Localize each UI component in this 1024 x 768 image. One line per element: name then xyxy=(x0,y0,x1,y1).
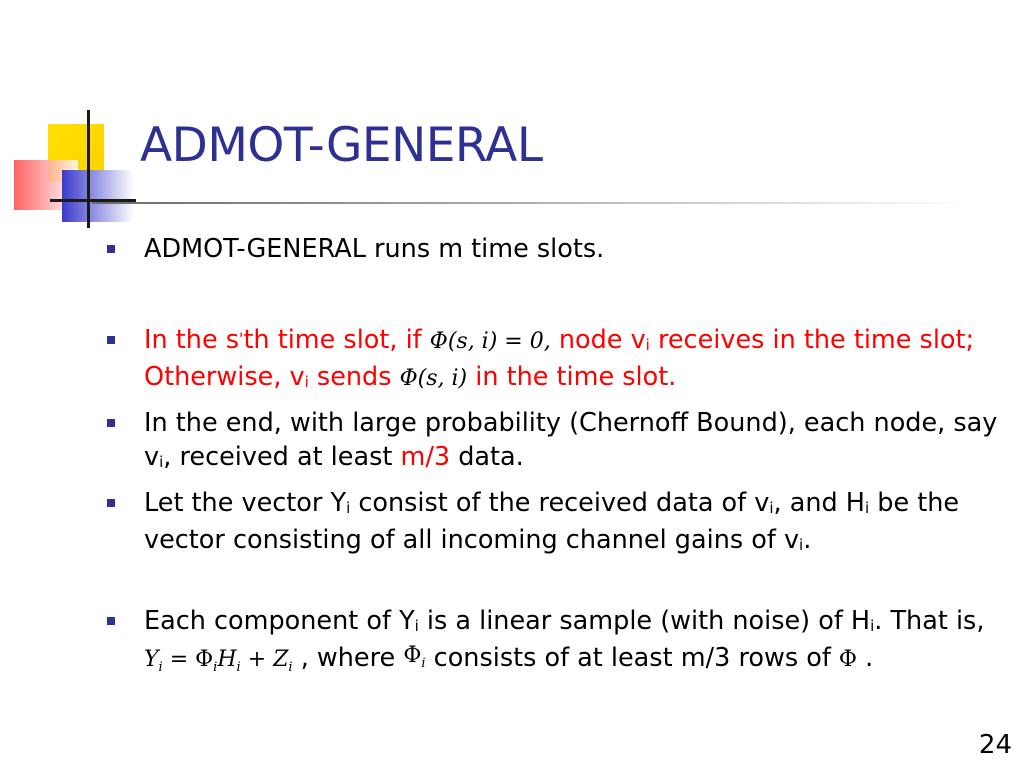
subscript-i: i xyxy=(304,373,309,391)
subscript-i: i xyxy=(769,499,774,517)
bullet-4-text-b: consist of the received data of v xyxy=(350,488,770,518)
eq-y-sub: i xyxy=(158,660,163,675)
bullet-3 xyxy=(144,406,1004,477)
bullet-2 xyxy=(144,323,1004,397)
bullet-5-text-c: . That is, xyxy=(874,606,985,636)
bullet-4 xyxy=(144,486,1004,560)
subscript-i: i xyxy=(864,499,870,517)
bullet-marker xyxy=(107,499,115,507)
subscript-i: i xyxy=(159,453,164,471)
phi-i-symbol xyxy=(403,643,426,671)
bullet-5-text-f: . xyxy=(856,643,874,673)
bullet-2-text-e: sends xyxy=(308,362,400,392)
bullet-2-text-d: receives in the time slot; Otherwise, v xyxy=(144,325,975,392)
bullet-2-text-c: node v xyxy=(550,325,646,355)
bullet-2-text-a: In the s xyxy=(144,325,240,355)
bullet-marker xyxy=(107,419,115,427)
subscript-i: i xyxy=(645,336,650,354)
phi-s-i: Φ(s, i) xyxy=(399,366,468,391)
subscript-i: i xyxy=(870,617,875,635)
highlight-m-over-3: m/3 xyxy=(400,442,451,472)
bullet-marker xyxy=(107,336,115,344)
eq-phi-sub: i xyxy=(213,660,218,675)
logo-blue-square xyxy=(62,170,134,222)
slide-logo-decoration xyxy=(0,0,140,230)
bullet-1-text: ADMOT-GENERAL runs m time slots. xyxy=(144,234,605,264)
eq-z-sub: i xyxy=(288,660,293,675)
bullet-4-text-a: Let the vector Y xyxy=(144,488,347,518)
slide-title: ADMOT-GENERAL xyxy=(140,118,543,173)
eq-plus: + xyxy=(240,647,274,672)
page-number: 24 xyxy=(978,730,1012,760)
eq-z: Z xyxy=(273,647,289,672)
bullet-5-text-e: consists of at least m/3 rows of xyxy=(425,643,839,673)
subscript-i: i xyxy=(414,617,419,635)
bullet-marker xyxy=(107,245,115,253)
bullet-2-text-f: in the time slot. xyxy=(467,362,677,392)
bullet-2-text-b: th time slot, if xyxy=(243,325,430,355)
bullet-marker xyxy=(107,617,115,625)
phi-s-i-equals-zero: Φ(s, i) = 0, xyxy=(429,329,551,354)
eq-y: Y xyxy=(144,647,159,672)
phi-symbol: Φ xyxy=(838,647,857,672)
eq-phi: Φ xyxy=(195,647,214,672)
bullet-4-text-c: , and H xyxy=(773,488,865,518)
bullet-3-text-b: , received at least xyxy=(163,442,401,472)
phi-symbol: Φ xyxy=(403,643,422,668)
eq-equals: = xyxy=(162,647,196,672)
bullet-4-text-d: be the vector consisting of all incoming channel gains of v xyxy=(144,488,960,555)
logo-vertical-line xyxy=(87,110,90,228)
subscript-i: i xyxy=(346,499,351,517)
bullet-5-text-d: , where xyxy=(292,643,404,673)
bullet-3-text-c: data. xyxy=(450,442,524,472)
equation-y-phi-h-z xyxy=(144,647,293,675)
bullet-4-text-e: . xyxy=(803,525,812,555)
bullet-5-text-b: is a linear sample (with noise) of H xyxy=(418,606,871,636)
bullet-2-apostrophe: ' xyxy=(239,329,244,348)
bullet-1 xyxy=(144,232,1004,266)
phi-sub: i xyxy=(421,656,426,671)
title-underline xyxy=(92,202,972,204)
bullet-3-text-a: In the end, with large probability (Chernoff Bound), each node, say v xyxy=(144,408,998,472)
eq-h-sub: i xyxy=(236,660,241,675)
bullet-5 xyxy=(144,604,1004,680)
bullet-5-text-a: Each component of Y xyxy=(144,606,415,636)
eq-h: H xyxy=(217,647,237,672)
subscript-i: i xyxy=(799,536,804,554)
